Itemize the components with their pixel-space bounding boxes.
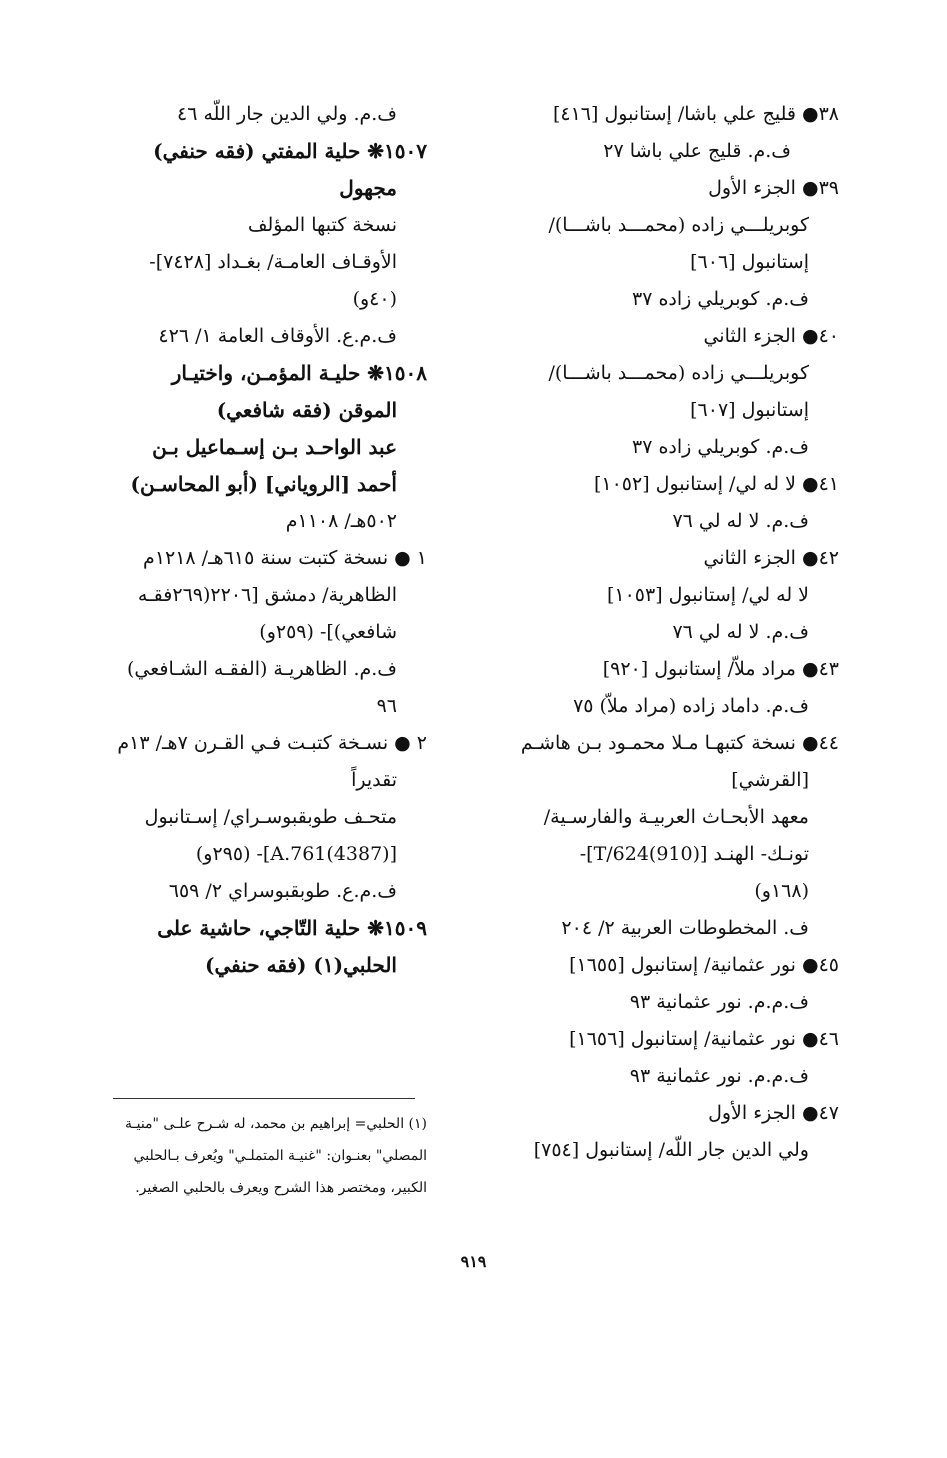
entry-1508-1-microfilm-cont: ٩٦	[376, 695, 397, 717]
entry-47-library: ولي الدين جار اللّه/ إستانبول [٧٥٤]	[533, 1139, 809, 1161]
footnote-line-1: (١) الحلبي= إبراهيم بن محمد، له شـرح علـى "منيـة	[124, 1116, 427, 1132]
entry-39: ٣٩● الجزء الأول	[708, 177, 839, 199]
entry-1508-2-library: متحـف طوبقبوسـراي/ إسـتانبول	[144, 806, 397, 828]
entry-41: ٤١● لا له لي/ إستانبول [١٠٥٢]	[593, 473, 839, 495]
entry-44-library: معهد الأبحـاث العربيـة والفارسـية/	[543, 806, 809, 828]
entry-1508-2: ٢ ● نسـخة كتبـت فـي القـرن ٧هـ/ ١٣م	[117, 732, 427, 754]
entry-40-library: كوبريلـــي زاده (محمـــد باشـــا)/	[548, 362, 809, 384]
entry-1508-1-library-cont: شافعي)]- (٢٥٩و)	[259, 621, 397, 643]
entry-38: ٣٨● قليج علي باشا/ إستانبول [٤١٦]	[552, 103, 839, 125]
title-1509: ١٥٠٩❋ حلية التّاجي، حاشية على	[157, 916, 427, 940]
entry-1508-2-cont: تقديراً	[351, 769, 397, 791]
entry-47-microfilm: ف.م. ولي الدين جار اللّه ٤٦	[176, 103, 397, 125]
entry-44-catalog: ف. المخطوطات العربية ٢/ ٢٠٤	[561, 917, 809, 939]
folio-1507: (٤٠و)	[352, 288, 397, 310]
entry-42: ٤٢● الجزء الثاني	[703, 547, 839, 569]
title-1507: ١٥٠٧❋ حلية المفتي (فقه حنفي)	[153, 139, 427, 163]
entry-39-library: كوبريلـــي زاده (محمـــد باشـــا)/	[548, 214, 809, 236]
library-1507: الأوقـاف العامـة/ بغـداد [٧٤٢٨]-	[149, 251, 397, 273]
author-1508-dates: ٥٠٢هـ/ ١١٠٨م	[285, 510, 397, 532]
catalog-1507: ف.م.ع. الأوقاف العامة ١/ ٤٢٦	[158, 325, 397, 347]
entry-46-microfilm: ف.م.م. نور عثمانية ٩٣	[629, 1065, 809, 1087]
entry-45: ٤٥● نور عثمانية/ إستانبول [١٦٥٥]	[569, 954, 839, 976]
right-column	[494, 96, 839, 1169]
entry-1508-2-library-cont: [A.761(4387)]- (٢٩٥و)	[195, 843, 397, 865]
entry-39-microfilm: ف.م. كوبريلي زاده ٣٧	[632, 288, 809, 310]
footnote-divider	[113, 1098, 415, 1099]
entry-40: ٤٠● الجزء الثاني	[703, 325, 839, 347]
title-1508-cont: الموقن (فقه شافعي)	[216, 398, 397, 422]
entry-1508-2-catalog: ف.م.ع. طوبقبوسراي ٢/ ٦٥٩	[168, 880, 397, 902]
author-1508-cont: أحمد [الروياني] (أبو المحاسـن)	[130, 472, 397, 496]
entry-1508-1-library: الظاهرية/ دمشق [٢٢٠٦(٢٦٩فقـه	[137, 584, 397, 606]
footnote	[109, 1108, 427, 1204]
entry-38-microfilm: ف.م. قليج علي باشا ٢٧	[603, 140, 791, 162]
author-1507: مجهول	[339, 176, 397, 200]
copy-1507: نسخة كتبها المؤلف	[247, 214, 397, 236]
footnote-line-3: الكبير، ومختصر هذا الشرح ويعرف بالحلبي الصغير.	[135, 1180, 427, 1196]
entry-44-library-cont: تونـك- الهنـد [T/624(910)]-	[579, 843, 809, 865]
page-number: ٩١٩	[460, 1252, 487, 1271]
entry-43: ٤٣● مراد ملاّ/ إستانبول [٩٢٠]	[602, 658, 839, 680]
entry-47: ٤٧● الجزء الأول	[708, 1102, 839, 1124]
entry-45-microfilm: ف.م.م. نور عثمانية ٩٣	[629, 991, 809, 1013]
left-column	[107, 96, 427, 984]
author-1508: عبد الواحـد بـن إسـماعيل بـن	[152, 435, 397, 459]
entry-43-microfilm: ف.م. داماد زاده (مراد ملاّ) ٧٥	[573, 695, 809, 717]
title-1508: ١٥٠٨❋ حليـة المؤمـن، واختيـار	[171, 361, 427, 385]
footnote-line-2: المصلي" بعنـوان: "غنيـة المتملـي" ويُعرف بـالحلبي	[133, 1148, 427, 1164]
entry-42-library: لا له لي/ إستانبول [١٠٥٣]	[606, 584, 809, 606]
entry-40-microfilm: ف.م. كوبريلي زاده ٣٧	[632, 436, 809, 458]
entry-44-folio: (١٦٨و)	[754, 880, 809, 902]
entry-42-microfilm: ف.م. لا له لي ٧٦	[672, 621, 809, 643]
entry-1508-1: ١ ● نسخة كتبت سنة ٦١٥هـ/ ١٢١٨م	[143, 547, 427, 569]
entry-41-microfilm: ف.م. لا له لي ٧٦	[672, 510, 809, 532]
entry-44-copyist: [القرشي]	[731, 769, 809, 791]
entry-44: ٤٤● نسخة كتبهـا مـلا محمـود بـن هاشـم	[520, 732, 839, 754]
entry-40-library-cont: إستانبول [٦٠٧]	[690, 399, 809, 421]
title-1509-cont: الحلبي(١) (فقه حنفي)	[204, 953, 397, 977]
entry-39-library-cont: إستانبول [٦٠٦]	[690, 251, 809, 273]
entry-46: ٤٦● نور عثمانية/ إستانبول [١٦٥٦]	[569, 1028, 839, 1050]
entry-1508-1-microfilm: ف.م. الظاهريـة (الفقـه الشـافعي)	[127, 658, 397, 680]
